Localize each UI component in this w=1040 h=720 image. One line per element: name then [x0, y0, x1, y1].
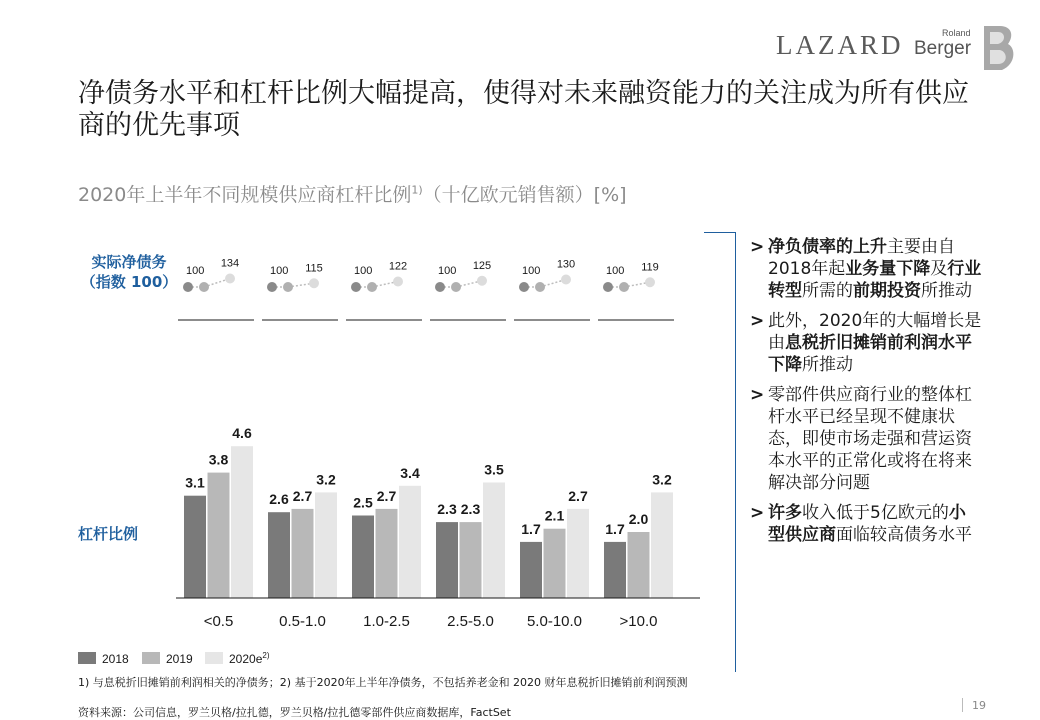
net-debt-end-label: 115 — [305, 262, 323, 275]
net-debt-end-label: 119 — [641, 261, 659, 274]
net-debt-dot-2020 — [477, 276, 487, 286]
source-note: 资料来源：公司信息，罗兰贝格/拉扎德，罗兰贝格/拉扎德零部件供应商数据库，FactSet — [78, 706, 511, 719]
bar-value-label: 2.7 — [376, 487, 397, 504]
bullet-arrow-icon: > — [750, 237, 765, 257]
net-debt-dot-2019 — [619, 282, 629, 292]
net-debt-dot-2018 — [267, 282, 277, 292]
net-debt-end-label: 134 — [220, 257, 240, 270]
bar-value-label: 1.7 — [605, 520, 625, 537]
net-debt-dot-2018 — [435, 282, 445, 292]
net-debt-dot-2019 — [199, 282, 209, 292]
bar-2020e-1 — [315, 492, 337, 598]
net-debt-line — [524, 280, 566, 288]
bar-2018-3 — [436, 522, 458, 598]
legend-swatch — [142, 652, 160, 664]
bullet-arrow-icon: > — [750, 385, 765, 405]
net-debt-dot-2020 — [309, 278, 319, 288]
bar-value-label: 3.5 — [484, 461, 504, 478]
bullet-text: 净负债率的上升主要由自2018年起业务量下降及行业转型所需的前期投资所推动 — [768, 237, 982, 301]
category-tick-label: 1.0-2.5 — [363, 613, 410, 630]
net-debt-dot-2019 — [451, 282, 461, 292]
bar-value-label: 3.2 — [652, 471, 672, 488]
net-debt-dot-2020 — [225, 274, 235, 284]
bullet-text: 许多收入低于5亿欧元的小型供应商面临较高债务水平 — [768, 503, 972, 545]
bar-value-label: 3.1 — [185, 474, 205, 491]
page-number: 19 — [972, 699, 986, 712]
category-tick-label: <0.5 — [203, 613, 234, 630]
net-debt-dot-2019 — [283, 282, 293, 292]
net-debt-row-label: 实际净债务 （指数 100） — [80, 253, 178, 291]
bar-2020e-4 — [567, 509, 589, 598]
bar-2020e-3 — [483, 483, 505, 599]
bullet-item — [750, 384, 982, 494]
logo-berger-text: Berger — [914, 38, 972, 59]
divider-tick — [704, 232, 735, 233]
bar-value-label: 3.8 — [208, 451, 229, 468]
bar-value-label: 3.4 — [400, 464, 420, 481]
bar-2019-0 — [208, 473, 230, 598]
bar-2020e-2 — [399, 486, 421, 598]
bar-value-label: 2.3 — [460, 501, 481, 518]
net-debt-dot-2020 — [561, 275, 571, 285]
net-debt-dot-2020 — [393, 277, 403, 287]
berger-b-mark — [980, 24, 1018, 72]
net-debt-dot-2018 — [183, 282, 193, 292]
bar-2019-2 — [376, 509, 398, 598]
net-debt-line — [272, 283, 314, 287]
legend-label: 2018 — [102, 652, 129, 666]
net-debt-start-label: 100 — [270, 265, 289, 277]
divider-line — [735, 232, 736, 672]
net-debt-dot-2020 — [645, 277, 655, 287]
bullet-list — [750, 236, 982, 554]
bar-value-label: 1.7 — [521, 520, 541, 537]
net-debt-end-label: 130 — [556, 258, 576, 271]
page-number-separator — [962, 698, 963, 712]
bar-2018-5 — [604, 542, 626, 598]
net-debt-start-label: 100 — [354, 265, 373, 277]
category-tick-label: 5.0-10.0 — [526, 613, 583, 630]
bullet-arrow-icon: > — [750, 503, 765, 523]
bar-2019-4 — [544, 529, 566, 598]
logo-roland-text: Roland — [942, 28, 971, 38]
bar-value-label: 2.6 — [269, 491, 289, 508]
bar-value-label: 2.1 — [544, 507, 565, 524]
category-tick-label: >10.0 — [619, 613, 658, 630]
lazard-logo: LAZARD — [776, 30, 904, 60]
net-debt-start-label: 100 — [186, 265, 205, 277]
bar-value-label: 4.6 — [232, 425, 252, 442]
legend-label: $2020e^{2)}$ — [229, 651, 270, 666]
legend-swatch — [205, 652, 223, 664]
net-debt-end-label: 122 — [388, 260, 408, 273]
bar-2020e-5 — [651, 492, 673, 598]
bar-2019-5 — [628, 532, 650, 598]
bar-2020e-0 — [231, 446, 253, 598]
bar-value-label: 2.7 — [292, 487, 313, 504]
bar-value-label: 2.0 — [628, 511, 649, 527]
net-debt-line — [608, 282, 650, 287]
bullet-arrow-icon: > — [750, 311, 765, 331]
footnote: 1) 与息税折旧摊销前利润相关的净债务；2) 基于2020年上半年净债务，不包括养老金和 2020 财年息税折旧摊销前利润预测 — [78, 676, 688, 689]
bullet-item — [750, 502, 982, 546]
net-debt-end-label: 125 — [472, 259, 492, 272]
bar-value-label: 2.7 — [568, 487, 588, 504]
category-tick-label: 2.5-5.0 — [447, 613, 494, 630]
page-title: 净债务水平和杠杆比例大幅提高，使得对未来融资能力的关注成为所有供应商的优先事项 — [78, 78, 969, 141]
net-debt-start-label: 100 — [522, 265, 541, 277]
net-debt-line — [440, 281, 482, 287]
category-tick-label: 0.5-1.0 — [279, 613, 326, 630]
bullet-text: 此外，2020年的大幅增长是由息税折旧摊销前利润水平下降所推动 — [768, 311, 982, 375]
bar-2018-1 — [268, 512, 290, 598]
bar-value-label: 2.3 — [437, 501, 457, 518]
bar-2018-4 — [520, 542, 542, 598]
net-debt-start-label: 100 — [606, 265, 625, 277]
net-debt-dot-2018 — [603, 282, 613, 292]
net-debt-start-label: 100 — [438, 265, 457, 277]
net-debt-line — [188, 279, 230, 288]
bar-2018-0 — [184, 496, 206, 598]
bullet-text: 零部件供应商行业的整体杠杆水平已经呈现不健康状态，即使市场走强和营运资本水平的正常化或将在将来解决部分问题 — [768, 385, 972, 493]
bar-2018-2 — [352, 516, 374, 599]
leverage-row-label: 杠杆比例 — [78, 525, 139, 543]
bar-2019-1 — [292, 509, 314, 598]
legend-swatch — [78, 652, 96, 664]
roland-berger-logo — [914, 24, 1024, 72]
bullet-item — [750, 236, 982, 302]
net-debt-dot-2019 — [367, 282, 377, 292]
bar-2019-3 — [460, 522, 482, 598]
net-debt-line — [356, 282, 398, 288]
chart-subtitle: 2020年上半年不同规模供应商杠杆比例$^{1)}$（十亿欧元销售额）[%] — [78, 183, 627, 206]
net-debt-dot-2019 — [535, 282, 545, 292]
bar-value-label: 2.5 — [353, 494, 373, 511]
bullet-item — [750, 310, 982, 376]
net-debt-dot-2018 — [351, 282, 361, 292]
legend-label: 2019 — [166, 652, 193, 666]
net-debt-dot-2018 — [519, 282, 529, 292]
bar-value-label: 3.2 — [316, 471, 336, 488]
